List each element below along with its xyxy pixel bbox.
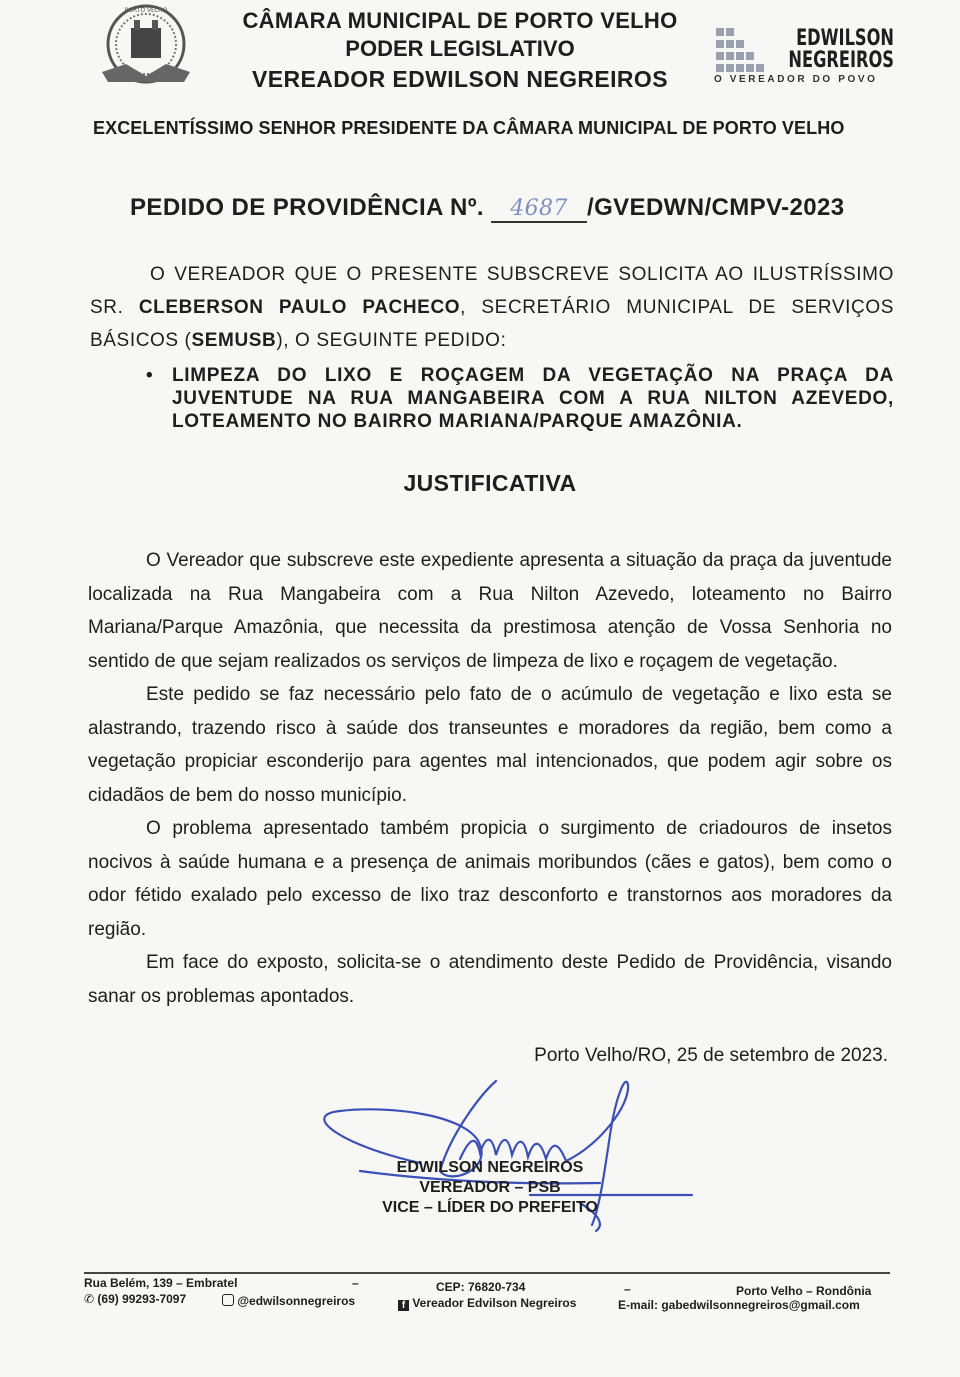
footer-separator-2: – bbox=[624, 1282, 631, 1296]
instagram-icon bbox=[222, 1294, 234, 1306]
request-text: LIMPEZA DO LIXO E ROÇAGEM DA VEGETAÇÃO NA PRAÇA DA JUVENTUDE NA RUA MANGABEIRA COM A RUA NILTON AZEVEDO, LOTEAMENTO NO BAIRRO MARIANA/PARQUE AMAZÔNIA. bbox=[172, 365, 894, 432]
justification-body bbox=[88, 544, 892, 1013]
logo-tagline: O VEREADOR DO POVO bbox=[714, 74, 878, 85]
intro-paragraph bbox=[90, 258, 894, 357]
intro-part1: O VEREADOR QUE O PRESENTE SUBSCREVE SOLICITA AO ILUSTRÍSSIMO SR. bbox=[90, 264, 894, 318]
header-councilor: VEREADOR EDWILSON NEGREIROS bbox=[252, 66, 668, 92]
document-title bbox=[130, 194, 870, 223]
footer-divider bbox=[84, 1272, 890, 1274]
facebook-icon: f bbox=[398, 1300, 409, 1311]
intro-person: CLEBERSON PAULO PACHECO bbox=[138, 297, 461, 318]
date-line: Porto Velho/RO, 25 de setembro de 2023. bbox=[534, 1045, 888, 1066]
chamber-crest-seal bbox=[96, 2, 196, 92]
logo-bars-icon bbox=[716, 28, 776, 74]
header-branch: PODER LEGISLATIVO bbox=[345, 36, 575, 61]
request-item bbox=[146, 364, 894, 433]
intro-part2: , SECRETÁRIO MUNICIPAL DE SERVIÇOS BÁSICOS ( bbox=[90, 297, 895, 351]
whatsapp-icon: ✆ bbox=[84, 1292, 95, 1306]
footer-phone bbox=[84, 1292, 186, 1306]
footer-address: Rua Belém, 139 – Embratel bbox=[84, 1276, 238, 1290]
signature-block bbox=[340, 1158, 640, 1218]
header-institution: CÂMARA MUNICIPAL DE PORTO VELHO bbox=[242, 8, 678, 33]
addressee-line: EXCELENTÍSSIMO SENHOR PRESIDENTE DA CÂMARA MUNICIPAL DE PORTO VELHO bbox=[93, 118, 845, 138]
logo-name bbox=[784, 28, 894, 72]
footer-instagram-text: @edwilsonnegreiros bbox=[237, 1294, 356, 1308]
footer-phone-text: (69) 99293-7097 bbox=[97, 1292, 187, 1306]
footer-instagram bbox=[222, 1294, 355, 1308]
signer-name: EDWILSON NEGREIROS bbox=[396, 1159, 584, 1176]
footer-email: E-mail: gabedwilsonnegreiros@gmail.com bbox=[618, 1298, 860, 1312]
justification-paragraph-2: Este pedido se faz necessário pelo fato de o acúmulo de vegetação e lixo esta se alastrando, trazendo risco à saúde dos transeuntes e moradores da região, bem como a vegetação propiciar esconderijo para agentes mal intencionados, que podem agir sobre os cidadãos de bem do nosso município. bbox=[88, 684, 892, 806]
footer-separator-1: – bbox=[352, 1276, 359, 1290]
footer-facebook bbox=[398, 1296, 576, 1311]
footer-facebook-text: Vereador Edvilson Negreiros bbox=[412, 1296, 577, 1310]
logo-name-line1: EDWILSON bbox=[796, 26, 894, 51]
justification-paragraph-4: Em face do exposto, solicita-se o atendimento deste Pedido de Providência, visando sanar os problemas apontados. bbox=[88, 952, 892, 1007]
justification-paragraph-1: O Vereador que subscreve este expediente apresenta a situação da praça da juventude localizada na Rua Mangabeira com a Rua Nilton Azevedo, loteamento no Bairro Mariana/Parque Amazônia, que necessita da prestimosa atenção de Vossa Senhoria no sentido de que sejam realizados os serviços de limpeza de lixo e roçagem de vegetação. bbox=[88, 550, 892, 672]
justification-title: JUSTIFICATIVA bbox=[403, 470, 577, 496]
footer-city: Porto Velho – Rondônia bbox=[736, 1284, 872, 1298]
handwritten-request-number: 4687 bbox=[491, 196, 587, 223]
intro-part3: ), O SEGUINTE PEDIDO: bbox=[276, 330, 507, 351]
title-prefix: PEDIDO DE PROVIDÊNCIA Nº. bbox=[130, 194, 484, 221]
bullet-icon: • bbox=[146, 365, 154, 386]
justification-paragraph-3: O problema apresentado também propicia o surgimento de criadouros de insetos nocivos à saúde humana e a presença de animais moribundos (cães e gatos), bem como o odor fétido exalado pelo excesso de lixo traz desconforto e transtornos aos moradores da região. bbox=[88, 818, 892, 940]
signer-role: VEREADOR – PSB bbox=[419, 1179, 561, 1196]
title-suffix: /GVEDWN/CMPV-2023 bbox=[587, 194, 845, 221]
footer-cep: CEP: 76820-734 bbox=[436, 1280, 526, 1294]
logo-name-line2: NEGREIROS bbox=[788, 48, 894, 73]
signer-position: VICE – LÍDER DO PREFEITO bbox=[382, 1199, 598, 1216]
svg-text:PORTO VELHO: PORTO VELHO bbox=[124, 7, 168, 14]
intro-agency: SEMUSB bbox=[191, 330, 277, 351]
